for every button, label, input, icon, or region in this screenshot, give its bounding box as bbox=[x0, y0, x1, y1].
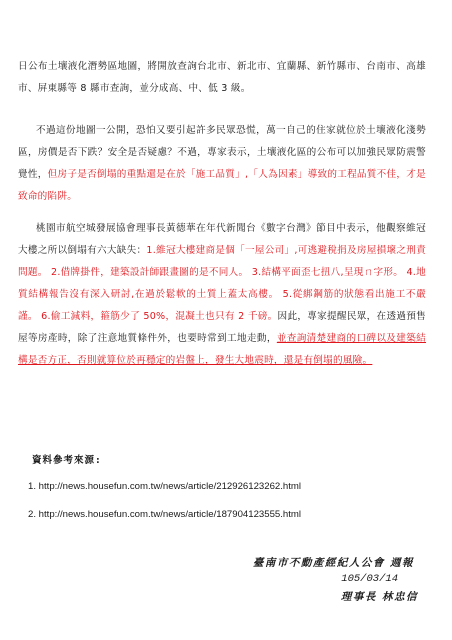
paragraph-concern bbox=[18, 120, 426, 208]
advice-highlight: 並查詢清楚建商的口碑以及建築結構是否方正，否則就算位於再穩定的岩盤上，發生大地震時，還是有倒塌的風險。 bbox=[18, 333, 427, 366]
reference-link-2[interactable]: 2. http://news.housefun.com.tw/news/article/187904123555.html bbox=[28, 509, 302, 520]
concern-highlight: 但房子是否倒塌的重點還是在於「施工品質」,「人為因素」導致的工程品質不佳，才是致命的陷阱。 bbox=[18, 169, 426, 202]
defects-list: 1.維冠大樓建商是個「一屋公司」,可逃避稅捐及房屋損壞之刑責問題。 2.借牌掛件，建築設計師跟畫圖的是不同人。 3.結構平面歪七扭八,呈現ㄇ字形。 4.地質結構報告沒有深入研討,在過於鬆軟的土質上蓋太高樓。 5.從綁鋼筋的狀態看出施工不嚴謹。 6.偷工減料，箍筋少了 50%，混凝土也只有 2 千磅。 bbox=[18, 245, 427, 322]
signature-organization: 臺南市不動產經紀人公會 週報 bbox=[252, 557, 414, 569]
references-title: 資料參考來源: bbox=[32, 455, 102, 466]
concern-text: 不過這份地圖一公開，恐怕又要引起許多民眾恐慌，萬一自己的住家就位於土壤液化淺勢區，房價是否下跌？安全是否疑慮？不過，專家表示，土壤液化區的公布可以加強民眾防震警覺性， bbox=[18, 125, 426, 180]
intro-text: 日公布土壤液化潛勢區地圖，將開放查詢台北市、新北市、宜蘭縣、新竹縣市、台南市、高雄市、屏東縣等 8 縣市查詢，並分成高、中、低 3 級。 bbox=[18, 61, 426, 94]
signature-date: 105/03/14 bbox=[341, 573, 398, 585]
signature-name: 理事長 林忠信 bbox=[340, 591, 418, 603]
defects-intro: 桃園市航空城發展協會理事長黃德華在年代新聞台《數字台灣》節目中表示，他觀察維冠大樓之所以倒塌有六大缺失： bbox=[18, 223, 426, 256]
advice-text: 因此，專家提醒民眾，在透過預售屋等房產時，除了注意地質條件外，也要時常到工地走動， bbox=[18, 311, 427, 344]
reference-link-1[interactable]: 1. http://news.housefun.com.tw/news/article/212926123262.html bbox=[28, 481, 302, 492]
paragraph-intro bbox=[18, 56, 426, 100]
paragraph-defects bbox=[18, 218, 426, 372]
